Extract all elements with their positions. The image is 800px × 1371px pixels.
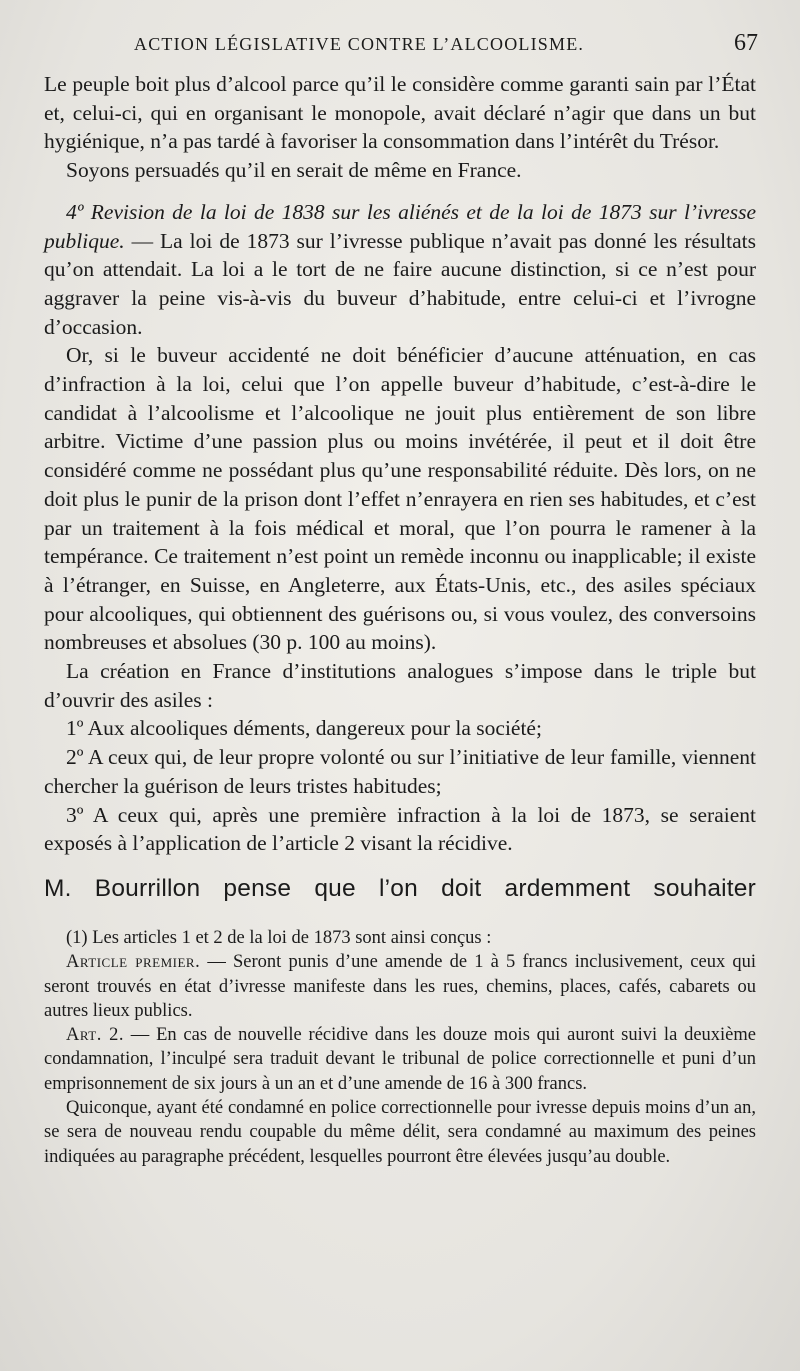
paragraph-buveur: Or, si le buveur accidenté ne doit bénéficier d’aucune atténuation, en cas d’infraction à la loi, celui que l’on appelle buveur d’habitude, c’est-à-dire le candidat à l’alcoolisme et l’alcoolique ne jouit plus entièrement de son libre arbitre. Victime d’une passion plus ou moins invétérée, il peut et il doit être considéré comme ne possédant plus qu’une responsabilité réduite. Dès lors, on ne doit plus le punir de la prison dont l’effet n’enrayera en rien ses habitudes, et c’est par un traitement à la fois médical et moral, que l’on pourra le ramener à la tempérance. Ce traitement n’est point un remède inconnu ou inapplicable; il existe à l’étranger, en Suisse, en Angleterre, aux États-Unis, etc., des asiles spéciaux pour alcooliques, qui obtiennent des guérisons ou, si vous voulez, des conversoins nombreuses et absolues (30 p. 100 au moins). — [44, 343, 756, 655]
footnote-article-2 — [44, 1023, 756, 1096]
article-1-text: — Seront punis d’une amende de 1 à 5 francs inclusivement, ceux qui seront trouvés en état d’ivresse manifeste dans les rues, chemins, places, cafés, cabarets ou autres lieux publics. — [44, 952, 757, 1021]
footnotes — [44, 926, 756, 1169]
page-header — [134, 30, 758, 70]
paragraph-monopole: Le peuple boit plus d’alcool parce qu’il le considère comme garanti sain par l’État et, celui-ci, qui en organisant le monopole, avait déclaré n’agir que dans un but hygiénique, n’a pas tardé à favoriser la consommation dans l’intérêt du Trésor. — [44, 72, 756, 154]
paragraph-france: Soyons persuadés qu’il en serait de même en France. — [66, 158, 522, 183]
article-1-label: Article premier. — [66, 952, 201, 973]
paragraph-revision — [44, 198, 756, 342]
main-text — [44, 70, 756, 858]
page-number: 67 — [734, 30, 758, 56]
footnote-quiconque: Quiconque, ayant été condamné en police correctionnelle pour ivresse depuis moins d’un an, se sera de nouveau rendu coupable du même délit, sera condamné au maximum des peines indiquées au paragraphe précédent, lesquelles pourront être élevées jusqu’au double. — [44, 1098, 756, 1167]
article-2-text: — En cas de nouvelle récidive dans les douze mois qui auront suivi la deuxième condamnation, l’inculpé sera traduit devant le tribunal de police correctionnelle et puni d’un emprisonnement de six jours à un an et d’une amende de 16 à 300 francs. — [44, 1025, 756, 1094]
running-title: ACTION LÉGISLATIVE CONTRE L’ALCOOLISME. — [134, 34, 585, 54]
revision-heading: 4º Revision de la loi de 1838 sur les aliénés et de la loi de 1873 sur l’ivresse publique. — [44, 199, 756, 253]
list-item-2: 2º A ceux qui, de leur propre volonté ou sur l’initiative de leur famille, viennent chercher la guérison de leurs tristes habitudes; — [44, 745, 756, 798]
list-item-3: 3º A ceux qui, après une première infraction à la loi de 1873, se seraient exposés à l’application de l’article 2 visant la récidive. — [44, 802, 756, 856]
footnote-intro: (1) Les articles 1 et 2 de la loi de 1873 sont ainsi conçus : — [66, 927, 492, 948]
paragraph-creation: La création en France d’institutions analogues s’impose dans le triple but d’ouvrir des asiles : — [44, 659, 756, 712]
revision-text: — La loi de 1873 sur l’ivresse publique n’avait pas donné les résultats qu’on attendait. La loi a le tort de ne faire aucune distinction, si ce n’est pour aggraver la peine vis-à-vis du buveur d’habitude, entre celui-ci et l’ivrogne d’occasion. — [44, 228, 756, 339]
bourrillon-line: M. Bourrillon pense que l’on doit ardemment souhaiter — [44, 874, 756, 902]
footnote-article-1 — [44, 950, 756, 1023]
list-item-1: 1º Aux alcooliques déments, dangereux pour la société; — [66, 716, 542, 741]
article-2-label: Art. 2. — [66, 1025, 124, 1046]
